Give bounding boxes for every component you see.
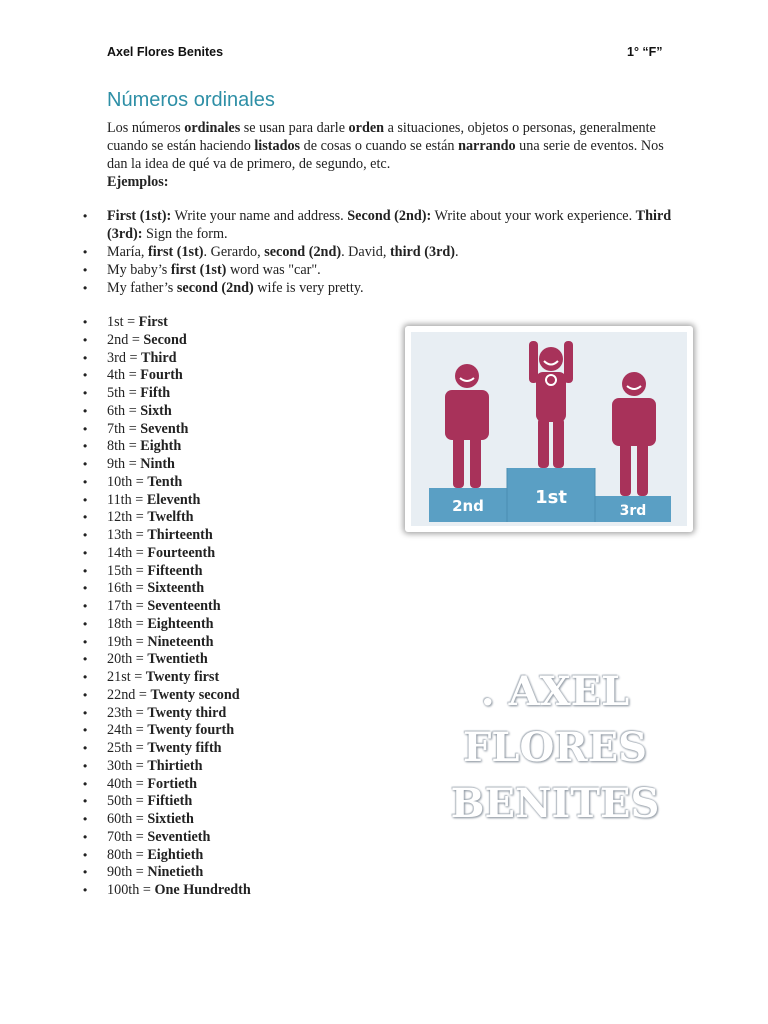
third-place-label: 3rd [619,503,647,519]
ordinal-word: Seventieth [147,828,211,845]
ordinal-word: Twelfth [147,509,194,526]
ordinal-separator: = [128,331,144,348]
ordinal-separator: = [132,473,148,490]
page-title: Números ordinales [107,89,275,111]
ordinal-abbreviation: 50th [107,793,133,810]
ordinal-abbreviation: 10th [107,473,133,490]
ordinal-word: Seventh [140,420,189,437]
ordinal-separator: = [132,811,148,827]
ordinal-separator: = [132,562,148,579]
ordinal-separator: = [132,864,148,881]
name-watermark [440,664,670,832]
ordinal-separator: = [132,828,148,845]
ordinal-separator: = [125,367,141,384]
ordinal-separator: = [132,615,148,632]
ordinal-abbreviation: 60th [107,811,133,827]
ordinal-item [83,758,383,776]
ordinal-word: Nineteenth [147,633,214,650]
ordinal-abbreviation: 3rd [107,349,126,366]
ordinal-abbreviation: 24th [107,722,133,739]
ordinal-item [83,847,383,865]
ordinal-separator: = [130,669,146,685]
ordinal-word: Eleventh [146,491,201,508]
ordinal-word: One Hundredth [154,882,251,898]
ordinal-item [83,687,383,705]
ordinal-separator: = [132,740,148,756]
examples-list [83,207,673,297]
ordinal-item [83,527,383,545]
ordinal-separator: = [139,882,155,898]
ordinal-abbreviation: 40th [107,775,133,792]
ordinal-separator: = [131,491,147,508]
ordinal-separator: = [123,314,139,330]
example-item: • My baby’s first (1st) word was "car". [83,261,673,279]
ordinal-item [83,456,383,474]
ordinal-separator: = [132,544,148,561]
ordinal-separator: = [132,527,148,543]
ordinals-list [83,314,383,900]
ordinal-word: Twenty fourth [147,722,235,739]
ordinal-word: Twenty second [150,686,240,703]
ordinal-separator: = [132,509,148,526]
header-grade: 1° “F” [627,45,663,59]
ordinal-word: Ninetieth [147,864,204,881]
podium-image [405,326,693,532]
ordinal-word: Sixtieth [147,811,194,827]
ordinal-item [83,350,383,368]
ordinal-item [83,438,383,456]
ordinal-abbreviation: 90th [107,864,133,881]
ordinal-separator: = [125,456,141,472]
ordinal-abbreviation: 70th [107,828,133,845]
watermark-line: FLORES [463,724,647,771]
ordinal-word: Sixth [140,402,172,419]
ordinal-item [83,864,383,882]
ordinal-word: Twenty fifth [147,740,222,756]
ordinal-word: Twenty first [145,669,220,685]
ordinal-abbreviation: 25th [107,740,133,756]
ordinal-abbreviation: 4th [107,367,126,384]
ordinal-separator: = [132,722,148,739]
ordinal-abbreviation: 80th [107,846,133,863]
ordinal-abbreviation: 15th [107,562,133,579]
ordinal-item [83,367,383,385]
examples-label: Ejemplos: [107,174,169,190]
ordinal-word: Fifteenth [147,562,203,579]
ordinal-word: Fourteenth [147,544,216,561]
ordinal-abbreviation: 9th [107,456,126,472]
ordinal-item [83,385,383,403]
header-author-name: Axel Flores Benites [107,45,224,59]
ordinal-abbreviation: 16th [107,580,133,597]
ordinal-abbreviation: 19th [107,633,133,650]
ordinal-word: Twenty third [147,704,227,721]
example-item: • María, first (1st). Gerardo, second (2nd). David, third (3rd). [83,243,673,261]
ordinal-word: Thirteenth [147,527,213,543]
ordinal-item [83,545,383,563]
ordinal-separator: = [132,598,148,614]
ordinal-item [83,580,383,598]
ordinal-word: Eighth [140,438,182,455]
ordinal-item [83,882,383,900]
ordinal-abbreviation: 23th [107,704,133,721]
ordinal-abbreviation: 2nd [107,331,129,348]
example-item: • My father’s second (2nd) wife is very pretty. [83,279,673,297]
ordinal-word: Twentieth [147,651,208,668]
ordinal-abbreviation: 5th [107,385,126,401]
ordinal-item [83,776,383,794]
ordinal-item [83,669,383,687]
ordinal-item [83,474,383,492]
ordinal-separator: = [125,385,141,401]
ordinal-separator: = [132,846,148,863]
ordinal-item [83,793,383,811]
ordinal-separator: = [132,757,148,774]
ordinal-item [83,740,383,758]
podium-illustration [405,326,693,532]
ordinal-abbreviation: 18th [107,615,133,632]
ordinal-abbreviation: 17th [107,598,133,614]
ordinal-abbreviation: 7th [107,420,126,437]
ordinal-word: Second [143,331,187,348]
ordinal-item [83,332,383,350]
first-place-label: 1st [535,487,567,508]
ordinal-item [83,616,383,634]
ordinal-separator: = [125,402,141,419]
ordinal-separator: = [132,793,148,810]
example-item: • First (1st): Write your name and address. Second (2nd): Write about your work experience. Third (3rd): Sign the form. [83,207,673,243]
ordinal-separator: = [125,420,141,437]
ordinal-item [83,314,383,332]
ordinal-abbreviation: 1st [107,314,124,330]
ordinal-word: Fortieth [147,775,197,792]
ordinal-abbreviation: 13th [107,527,133,543]
ordinal-word: Ninth [140,456,175,472]
ordinal-item [83,509,383,527]
ordinal-abbreviation: 22nd [107,686,136,703]
ordinal-word: Eightieth [147,846,204,863]
ordinal-word: Seventeenth [147,598,221,614]
ordinal-item [83,492,383,510]
ordinal-separator: = [132,775,148,792]
second-place-label: 2nd [452,497,484,515]
ordinal-abbreviation: 14th [107,544,133,561]
ordinal-item [83,829,383,847]
watermark-line: BENITES [450,780,660,827]
ordinal-word: Fourth [140,367,183,384]
ordinal-word: Eighteenth [147,615,214,632]
ordinal-word: Third [141,349,177,366]
intro-paragraph: Los números ordinales se usan para darle orden a situaciones, objetos o personas, generalmente cuando se están haciendo listados de cosas o cuando se están narrando una serie de eventos. Nos dan la idea de qué va de primero, de segundo, etc. Ejemplos: [107,120,664,190]
ordinal-item [83,403,383,421]
ordinal-word: First [138,314,168,330]
ordinal-abbreviation: 8th [107,438,126,455]
ordinal-word: Fifth [140,385,171,401]
ordinal-abbreviation: 20th [107,651,133,668]
ordinal-item [83,421,383,439]
ordinal-item [83,598,383,616]
ordinal-separator: = [125,349,142,366]
ordinal-item [83,563,383,581]
ordinal-item [83,811,383,829]
ordinal-abbreviation: 11th [107,491,132,508]
ordinal-separator: = [132,704,148,721]
ordinal-abbreviation: 30th [107,757,133,774]
ordinal-abbreviation: 100th [107,882,140,898]
ordinal-item [83,634,383,652]
ordinal-item [83,722,383,740]
ordinal-abbreviation: 6th [107,402,126,419]
watermark-line: . AXEL [480,668,630,715]
ordinal-separator: = [132,651,148,668]
ordinal-abbreviation: 12th [107,509,133,526]
ordinal-word: Thirtieth [147,757,203,774]
ordinal-abbreviation: 21st [107,669,131,685]
ordinal-separator: = [132,633,148,650]
ordinal-separator: = [132,580,148,597]
ordinal-item [83,705,383,723]
ordinal-word: Tenth [147,473,183,490]
ordinal-word: Fiftieth [147,793,193,810]
ordinal-separator: = [125,438,141,455]
ordinal-separator: = [135,686,151,703]
ordinal-word: Sixteenth [147,580,205,597]
ordinal-item [83,651,383,669]
